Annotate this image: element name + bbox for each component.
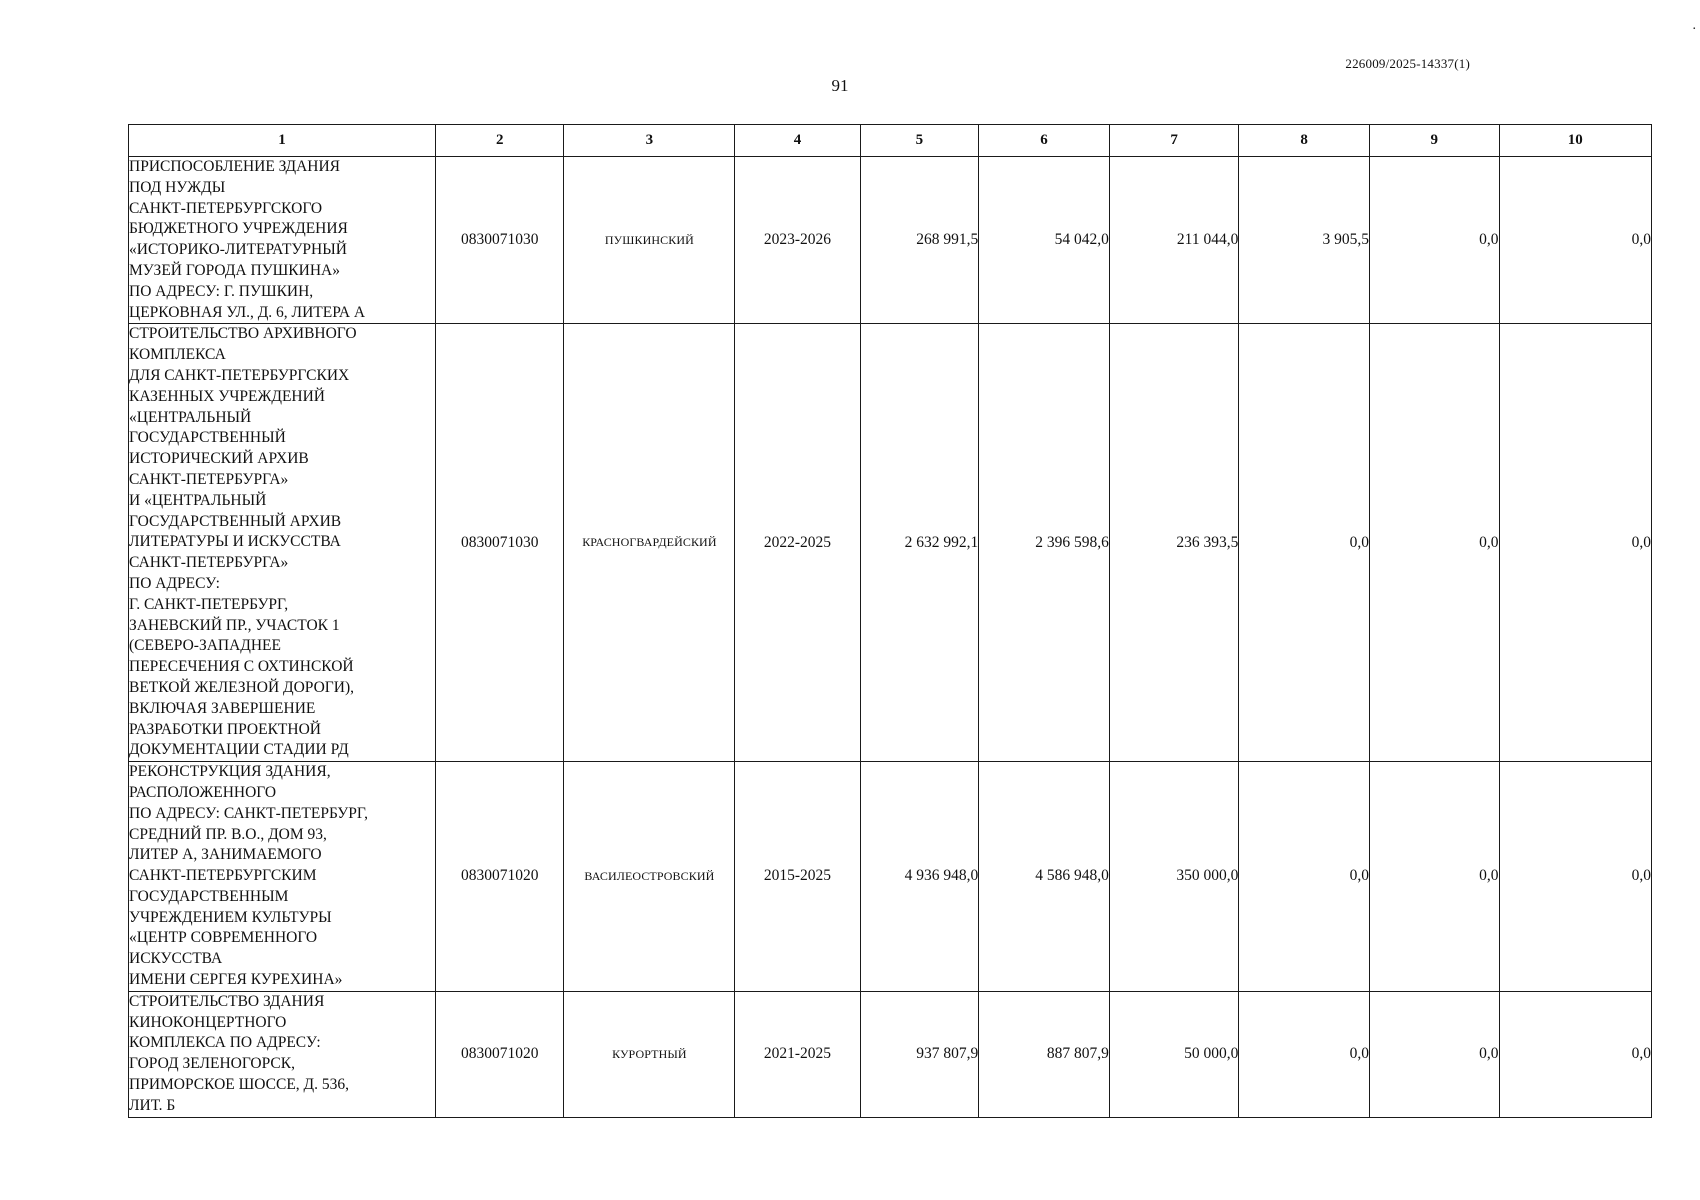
period-cell: 2015-2025 — [735, 762, 860, 992]
column-header-8: 8 — [1239, 125, 1370, 157]
amount-col6-cell: 887 807,9 — [979, 991, 1110, 1117]
amount-col9-cell: 0,0 — [1369, 762, 1499, 992]
column-header-1: 1 — [129, 125, 436, 157]
amount-col10-cell: 0,0 — [1499, 762, 1651, 992]
column-header-7: 7 — [1109, 125, 1239, 157]
amount-col8-cell: 0,0 — [1239, 991, 1370, 1117]
column-header-5: 5 — [860, 125, 979, 157]
amount-col7-cell: 50 000,0 — [1109, 991, 1239, 1117]
table-row — [129, 762, 1652, 992]
budget-code-cell: 0830071020 — [435, 762, 563, 992]
amount-col5-cell: 4 936 948,0 — [860, 762, 979, 992]
period-cell: 2022-2025 — [735, 324, 860, 762]
amount-col10-cell: 0,0 — [1499, 157, 1651, 324]
district-cell: КРАСНОГВАРДЕЙСКИЙ — [564, 324, 735, 762]
object-name-cell: РЕКОНСТРУКЦИЯ ЗДАНИЯ, РАСПОЛОЖЕННОГО ПО АДРЕСУ: САНКТ-ПЕТЕРБУРГ, СРЕДНИЙ ПР. В.О., ДОМ 93, ЛИТЕР А, ЗАНИМАЕМОГО САНКТ-ПЕТЕРБУРГСКИМ ГОСУДАРСТВЕННЫМ УЧРЕЖДЕНИЕМ КУЛЬТУРЫ «ЦЕНТР СОВРЕМЕННОГО ИСКУССТВА ИМЕНИ СЕРГЕЯ КУРЕХИНА» — [129, 762, 436, 992]
amount-col8-cell: 0,0 — [1239, 324, 1370, 762]
amount-col6-cell: 4 586 948,0 — [979, 762, 1110, 992]
amount-col7-cell: 211 044,0 — [1109, 157, 1239, 324]
table-row — [129, 157, 1652, 324]
district-cell: ВАСИЛЕОСТРОВСКИЙ — [564, 762, 735, 992]
amount-col5-cell: 268 991,5 — [860, 157, 979, 324]
column-header-10: 10 — [1499, 125, 1651, 157]
amount-col6-cell: 54 042,0 — [979, 157, 1110, 324]
amount-col9-cell: 0,0 — [1369, 324, 1499, 762]
amount-col7-cell: 236 393,5 — [1109, 324, 1239, 762]
scan-corner-mark: . — [1692, 18, 1696, 33]
amount-col9-cell: 0,0 — [1369, 991, 1499, 1117]
column-header-6: 6 — [979, 125, 1110, 157]
amount-col5-cell: 937 807,9 — [860, 991, 979, 1117]
object-name-cell: СТРОИТЕЛЬСТВО АРХИВНОГО КОМПЛЕКСА ДЛЯ САНКТ-ПЕТЕРБУРГСКИХ КАЗЕННЫХ УЧРЕЖДЕНИЙ «ЦЕНТРАЛЬНЫЙ ГОСУДАРСТВЕННЫЙ ИСТОРИЧЕСКИЙ АРХИВ САНКТ-ПЕТЕРБУРГА» И «ЦЕНТРАЛЬНЫЙ ГОСУДАРСТВЕННЫЙ АРХИВ ЛИТЕРАТУРЫ И ИСКУССТВА САНКТ-ПЕТЕРБУРГА» ПО АДРЕСУ: Г. САНКТ-ПЕТЕРБУРГ, ЗАНЕВСКИЙ ПР., УЧАСТОК 1 (СЕВЕРО-ЗАПАДНЕЕ ПЕРЕСЕЧЕНИЯ С ОХТИНСКОЙ ВЕТКОЙ ЖЕЛЕЗНОЙ ДОРОГИ), ВКЛЮЧАЯ ЗАВЕРШЕНИЕ РАЗРАБОТКИ ПРОЕКТНОЙ ДОКУМЕНТАЦИИ СТАДИИ РД — [129, 324, 436, 762]
column-header-9: 9 — [1369, 125, 1499, 157]
district-cell: КУРОРТНЫЙ — [564, 991, 735, 1117]
object-name-cell: ПРИСПОСОБЛЕНИЕ ЗДАНИЯ ПОД НУЖДЫ САНКТ-ПЕТЕРБУРГСКОГО БЮДЖЕТНОГО УЧРЕЖДЕНИЯ «ИСТОРИКО-ЛИТЕРАТУРНЫЙ МУЗЕЙ ГОРОДА ПУШКИНА» ПО АДРЕСУ: Г. ПУШКИН, ЦЕРКОВНАЯ УЛ., Д. 6, ЛИТЕРА А — [129, 157, 436, 324]
period-cell: 2023-2026 — [735, 157, 860, 324]
document-registration-number: 226009/2025-14337(1) — [1345, 56, 1470, 71]
amount-col7-cell: 350 000,0 — [1109, 762, 1239, 992]
amount-col10-cell: 0,0 — [1499, 991, 1651, 1117]
column-number-header-row — [129, 125, 1652, 157]
budget-code-cell: 0830071020 — [435, 991, 563, 1117]
column-header-3: 3 — [564, 125, 735, 157]
page-number: 91 — [831, 76, 849, 95]
amount-col5-cell: 2 632 992,1 — [860, 324, 979, 762]
investment-objects-table — [128, 124, 1652, 1118]
amount-col6-cell: 2 396 598,6 — [979, 324, 1110, 762]
budget-code-cell: 0830071030 — [435, 324, 563, 762]
object-name-cell: СТРОИТЕЛЬСТВО ЗДАНИЯ КИНОКОНЦЕРТНОГО КОМПЛЕКСА ПО АДРЕСУ: ГОРОД ЗЕЛЕНОГОРСК, ПРИМОРСКОЕ ШОССЕ, Д. 536, ЛИТ. Б — [129, 991, 436, 1117]
amount-col8-cell: 3 905,5 — [1239, 157, 1370, 324]
table-row — [129, 324, 1652, 762]
amount-col10-cell: 0,0 — [1499, 324, 1651, 762]
amount-col8-cell: 0,0 — [1239, 762, 1370, 992]
column-header-2: 2 — [435, 125, 563, 157]
budget-code-cell: 0830071030 — [435, 157, 563, 324]
district-cell: ПУШКИНСКИЙ — [564, 157, 735, 324]
period-cell: 2021-2025 — [735, 991, 860, 1117]
table-row — [129, 991, 1652, 1117]
column-header-4: 4 — [735, 125, 860, 157]
amount-col9-cell: 0,0 — [1369, 157, 1499, 324]
